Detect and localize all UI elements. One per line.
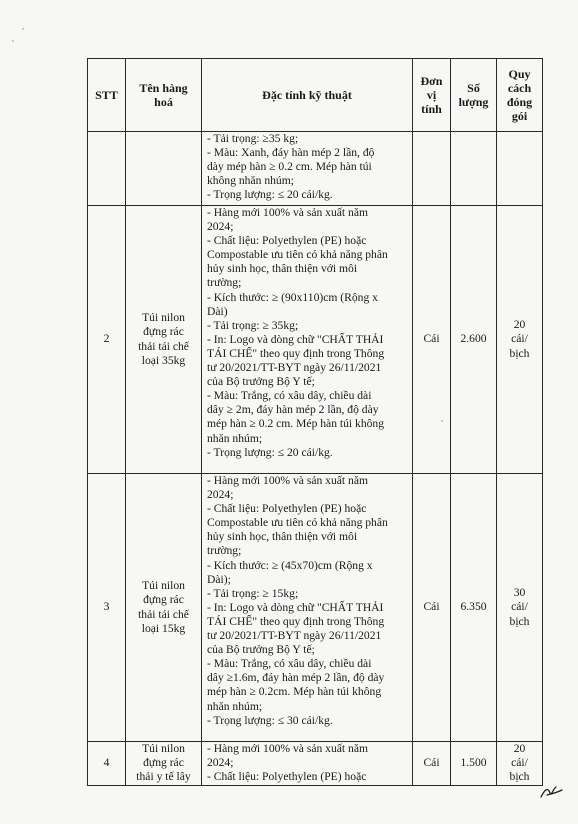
cell-stt: 4 [88, 742, 126, 786]
header-unit: Đơn vị tính [413, 59, 451, 132]
cell-unit: Cái [413, 474, 451, 742]
table-row [88, 474, 543, 742]
cell-unit: Cái [413, 206, 451, 474]
cell-qty [451, 132, 497, 206]
cell-unit: Cái [413, 742, 451, 786]
cell-spec: - Hàng mới 100% và sản xuất năm 2024; - Chất liệu: Polyethylen (PE) hoặc Compostable ưu tiên có khả năng phân hủy sinh học, thân thiện với môi trường; - Kích thước: ≥ (90x110)cm (Rộng x Dài) - Tải trọng: ≥ 35kg; - In: Logo và dòng chữ "CHẤT THẢI TÁI CHẾ" theo quy định trong Thông tư 20/2021/TT-BYT ngày 26/11/2021 của Bộ trưởng Bộ Y tế; - Màu: Trắng, có xâu dây, chiều dài dây ≥ 2m, đáy hàn mép 2 lần, độ dày mép hàn ≥ 0.2 cm. Mép hàn túi không nhăn nhúm; - Trọng lượng: ≤ 20 cái/kg. [202, 206, 413, 474]
table-row [88, 742, 543, 786]
header-stt: STT [88, 59, 126, 132]
cell-qty: 6.350 [451, 474, 497, 742]
table-row-continued [88, 132, 543, 206]
cell-stt [88, 132, 126, 206]
header-spec: Đặc tính kỹ thuật [202, 59, 413, 132]
cell-pack: 30 cái/ bịch [497, 474, 543, 742]
table-header-row [88, 59, 543, 132]
signature-mark-icon [538, 781, 564, 803]
specification-table [87, 58, 543, 786]
header-pack: Quy cách đóng gói [497, 59, 543, 132]
cell-spec: - Tải trọng: ≥35 kg; - Màu: Xanh, đáy hàn mép 2 lần, độ dày mép hàn ≥ 0.2 cm. Mép hàn túi không nhăn nhúm; - Trọng lượng: ≤ 20 cái/kg. [202, 132, 413, 206]
cell-pack: 20 cái/ bịch [497, 742, 543, 786]
header-qty: Số lượng [451, 59, 497, 132]
cell-qty: 2.600 [451, 206, 497, 474]
scan-speck [12, 40, 14, 42]
cell-name: Túi nilon đựng rác thải tái chế loại 35kg [126, 206, 202, 474]
scan-speck [441, 420, 443, 422]
cell-spec: - Hàng mới 100% và sản xuất năm 2024; - Chất liệu: Polyethylen (PE) hoặc [202, 742, 413, 786]
header-name: Tên hàng hoá [126, 59, 202, 132]
cell-qty: 1.500 [451, 742, 497, 786]
cell-unit [413, 132, 451, 206]
cell-name [126, 132, 202, 206]
cell-stt: 3 [88, 474, 126, 742]
scan-speck [22, 28, 24, 30]
cell-stt: 2 [88, 206, 126, 474]
cell-name: Túi nilon đựng rác thải tái chế loại 15kg [126, 474, 202, 742]
cell-pack: 20 cái/ bịch [497, 206, 543, 474]
cell-spec: - Hàng mới 100% và sản xuất năm 2024; - Chất liệu: Polyethylen (PE) hoặc Compostable ưu tiên có khả năng phân hủy sinh học, thân thiện với môi trường; - Kích thước: ≥ (45x70)cm (Rộng x Dài); - Tải trọng: ≥ 15kg; - In: Logo và dòng chữ "CHẤT THẢI TÁI CHẾ" theo quy định trong Thông tư 20/2021/TT-BYT ngày 26/11/2021 của Bộ trưởng Bộ Y tế; - Màu: Trắng, có xâu dây, chiều dài dây ≥1.6m, đáy hàn mép 2 lần, độ dày mép hàn ≥ 0.2cm. Mép hàn túi không nhăn nhúm; - Trọng lượng: ≤ 30 cái/kg. [202, 474, 413, 742]
cell-name: Túi nilon đựng rác thải y tế lây [126, 742, 202, 786]
table-row [88, 206, 543, 474]
cell-pack [497, 132, 543, 206]
